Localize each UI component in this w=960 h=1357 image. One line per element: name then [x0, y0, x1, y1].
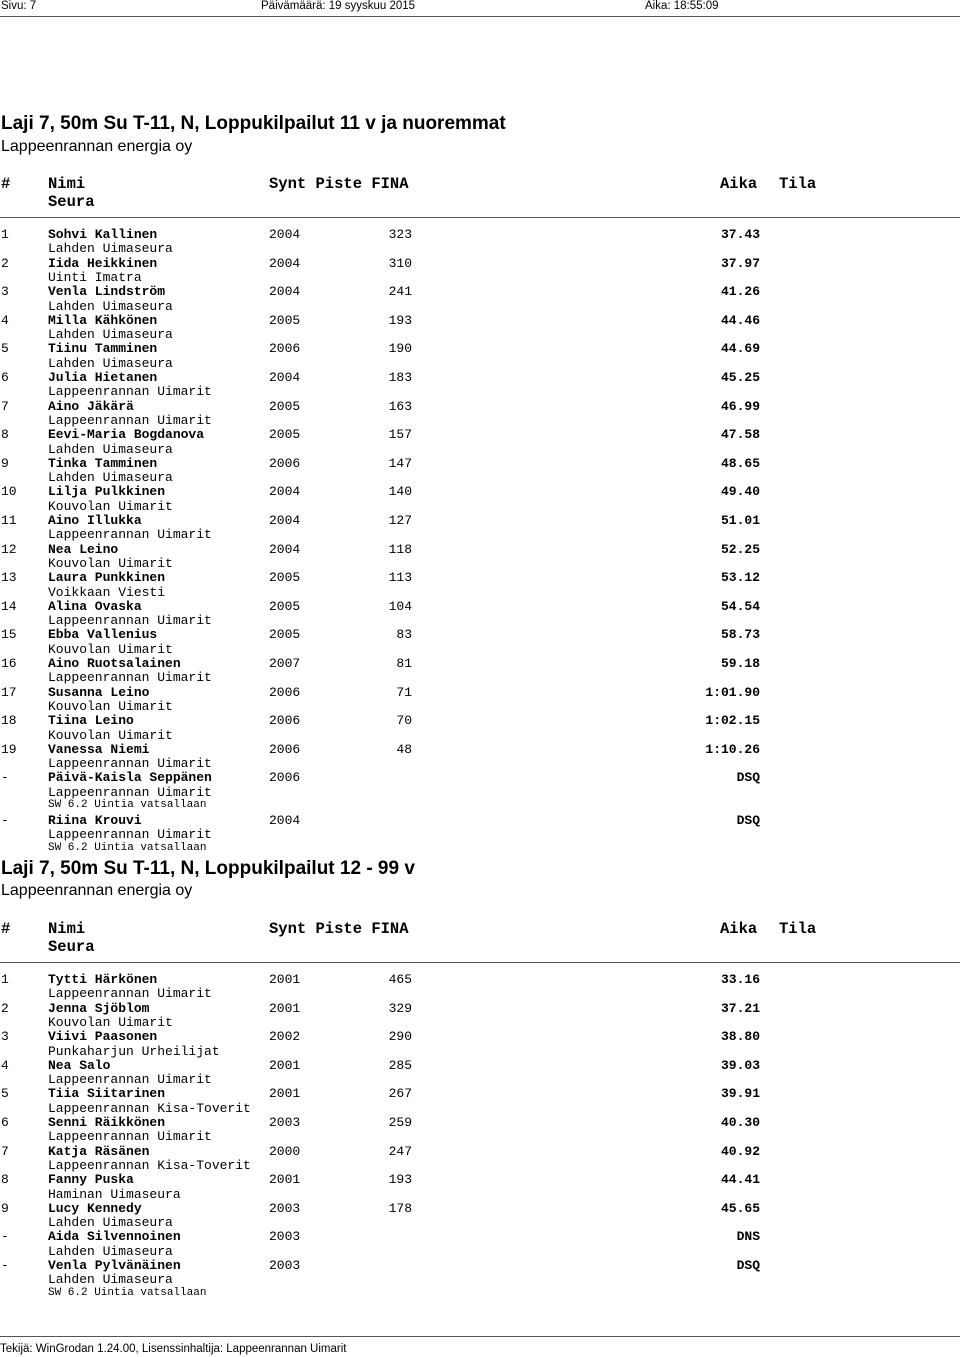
- result-birth-year: 2006: [269, 341, 301, 357]
- result-club: Lappeenrannan Uimarit: [48, 784, 212, 800]
- result-time: 45.25: [720, 370, 760, 385]
- result-name: Susanna Leino: [48, 684, 150, 700]
- result-rank: 4: [1, 1057, 9, 1073]
- result-points: 183: [388, 370, 412, 385]
- footer-text: Tekijä: WinGrodan 1.24.00, Lisenssinhaltija: Lappeenrannan Uimarit: [0, 1343, 347, 1355]
- result-rank: 16: [1, 656, 17, 671]
- result-points: 193: [388, 312, 412, 328]
- result-time: 33.16: [720, 972, 760, 987]
- result-birth-year: 2000: [269, 1143, 301, 1159]
- result-birth-year: 2006: [269, 455, 301, 471]
- result-time: 44.41: [720, 1172, 760, 1188]
- result-club: Lappeenrannan Uimarit: [48, 384, 212, 400]
- result-birth-year: 2005: [269, 627, 301, 643]
- result-name: Iida Heikkinen: [48, 255, 158, 271]
- col-club-header: Seura: [48, 193, 95, 211]
- result-rank: 19: [1, 741, 17, 757]
- result-club: Lappeenrannan Kisa-Toverit: [48, 1157, 251, 1173]
- result-rank: 9: [1, 1200, 9, 1216]
- result-rank: 14: [1, 598, 17, 614]
- result-points: 178: [388, 1200, 412, 1216]
- result-birth-year: 2005: [269, 312, 301, 328]
- result-rank: 7: [1, 1143, 9, 1159]
- result-time: 49.40: [720, 484, 760, 500]
- result-time: 37.21: [720, 1000, 760, 1016]
- event-title: Laji 7, 50m Su T-11, N, Loppukilpailut 11 v ja nuoremmat: [1, 113, 506, 134]
- result-birth-year: 2003: [269, 1115, 301, 1130]
- result-rank: 10: [1, 484, 17, 500]
- result-birth-year: 2002: [269, 1029, 301, 1045]
- result-name: Riina Krouvi: [48, 813, 142, 828]
- result-time: 37.43: [720, 227, 760, 242]
- result-rank: 2: [1, 1000, 9, 1016]
- result-time: 1:10.26: [705, 741, 760, 757]
- result-birth-year: 2003: [269, 1258, 301, 1273]
- result-time: 44.46: [720, 312, 760, 328]
- result-time: DSQ: [736, 770, 760, 786]
- result-points: 157: [388, 427, 412, 443]
- result-rank: 15: [1, 627, 17, 643]
- result-birth-year: 2001: [269, 1086, 301, 1102]
- result-time: 41.26: [720, 284, 760, 300]
- result-points: 241: [388, 284, 412, 300]
- result-time: 48.65: [720, 455, 760, 471]
- result-points: 70: [396, 713, 412, 729]
- result-club: Haminan Uimaseura: [48, 1186, 181, 1202]
- result-note: SW 6.2 Uintia vatsallaan: [48, 842, 207, 854]
- result-time: 52.25: [720, 541, 760, 557]
- result-time: 53.12: [720, 570, 760, 586]
- result-rank: 1: [1, 972, 9, 987]
- result-name: Tinka Tamminen: [48, 455, 158, 471]
- col-rank-header: #: [1, 175, 11, 193]
- result-name: Nea Leino: [48, 541, 119, 557]
- result-time: DSQ: [736, 813, 760, 828]
- col-rank-header: #: [1, 920, 11, 938]
- page-header: [0, 0, 960, 14]
- result-rank: 6: [1, 1115, 9, 1130]
- result-rank: 11: [1, 513, 17, 528]
- result-club: Lappeenrannan Uimarit: [48, 756, 212, 772]
- result-name: Päivä-Kaisla Seppänen: [48, 770, 212, 786]
- result-points: 193: [388, 1172, 412, 1188]
- result-rank: 6: [1, 370, 9, 385]
- table-header-divider: [0, 962, 960, 963]
- result-rank: -: [1, 770, 9, 786]
- result-name: Fanny Puska: [48, 1172, 134, 1188]
- result-note: SW 6.2 Uintia vatsallaan: [48, 1287, 207, 1299]
- result-rank: 5: [1, 341, 9, 357]
- result-points: 81: [396, 656, 412, 671]
- col-name-header: Nimi: [48, 920, 86, 938]
- result-time: 37.97: [720, 255, 760, 271]
- result-rank: 17: [1, 684, 17, 700]
- col-stats-header: Synt Piste FINA: [269, 920, 409, 938]
- result-time: 51.01: [720, 513, 760, 528]
- result-name: Laura Punkkinen: [48, 570, 166, 586]
- result-time: DNS: [736, 1229, 760, 1245]
- result-points: 247: [388, 1143, 412, 1159]
- result-rank: 13: [1, 570, 17, 586]
- result-club: Lahden Uimaseura: [48, 327, 173, 343]
- result-birth-year: 2004: [269, 513, 301, 528]
- result-birth-year: 2007: [269, 656, 301, 671]
- result-name: Ebba Vallenius: [48, 627, 158, 643]
- result-time: 40.30: [720, 1115, 760, 1130]
- result-rank: 9: [1, 455, 9, 471]
- result-club: Lahden Uimaseura: [48, 470, 173, 486]
- result-club: Kouvolan Uimarit: [48, 727, 173, 743]
- result-points: 290: [388, 1029, 412, 1045]
- col-time-header: Aika: [720, 920, 758, 938]
- result-rank: -: [1, 813, 9, 828]
- result-club: Lappeenrannan Uimarit: [48, 827, 212, 843]
- result-points: 48: [396, 741, 412, 757]
- result-name: Lucy Kennedy: [48, 1200, 142, 1216]
- event-title: Laji 7, 50m Su T-11, N, Loppukilpailut 12 - 99 v: [1, 858, 415, 879]
- result-name: Aino Ruotsalainen: [48, 656, 181, 671]
- result-time: 1:02.15: [705, 713, 760, 729]
- result-points: 285: [388, 1057, 412, 1073]
- result-club: Lappeenrannan Uimarit: [48, 986, 212, 1002]
- table-header-divider: [0, 217, 960, 218]
- result-rank: 3: [1, 1029, 9, 1045]
- result-birth-year: 2001: [269, 972, 301, 987]
- result-name: Tiina Leino: [48, 713, 134, 729]
- result-points: 147: [388, 455, 412, 471]
- report-time: Aika: 18:55:09: [645, 0, 719, 12]
- result-time: 45.65: [720, 1200, 760, 1216]
- result-time: DSQ: [736, 1258, 760, 1273]
- result-points: 310: [388, 255, 412, 271]
- result-club: Kouvolan Uimarit: [48, 698, 173, 714]
- result-rank: -: [1, 1229, 9, 1245]
- result-time: 1:01.90: [705, 684, 760, 700]
- result-name: Jenna Sjöblom: [48, 1000, 150, 1016]
- result-birth-year: 2004: [269, 255, 301, 271]
- result-time: 46.99: [720, 398, 760, 414]
- result-name: Viivi Paasonen: [48, 1029, 158, 1045]
- col-club-header: Seura: [48, 938, 95, 956]
- result-points: 465: [388, 972, 412, 987]
- result-birth-year: 2005: [269, 398, 301, 414]
- result-points: 323: [388, 227, 412, 242]
- result-points: 259: [388, 1115, 412, 1130]
- result-rank: -: [1, 1258, 9, 1273]
- result-club: Kouvolan Uimarit: [48, 1014, 173, 1030]
- result-points: 267: [388, 1086, 412, 1102]
- result-time: 40.92: [720, 1143, 760, 1159]
- result-birth-year: 2004: [269, 284, 301, 300]
- result-rank: 5: [1, 1086, 9, 1102]
- col-status-header: Tila: [779, 920, 817, 938]
- result-club: Kouvolan Uimarit: [48, 498, 173, 514]
- result-name: Julia Hietanen: [48, 370, 158, 385]
- result-name: Eevi-Maria Bogdanova: [48, 427, 205, 443]
- col-name-header: Nimi: [48, 175, 86, 193]
- result-points: 71: [396, 684, 412, 700]
- result-name: Katja Räsänen: [48, 1143, 150, 1159]
- result-birth-year: 2001: [269, 1057, 301, 1073]
- col-time-header: Aika: [720, 175, 758, 193]
- result-time: 38.80: [720, 1029, 760, 1045]
- result-name: Aida Silvennoinen: [48, 1229, 181, 1245]
- result-club: Kouvolan Uimarit: [48, 641, 173, 657]
- result-rank: 7: [1, 398, 9, 414]
- result-club: Lappeenrannan Uimarit: [48, 1072, 212, 1088]
- result-name: Aino Jäkärä: [48, 398, 134, 414]
- result-time: 59.18: [720, 656, 760, 671]
- result-rank: 12: [1, 541, 17, 557]
- result-note: SW 6.2 Uintia vatsallaan: [48, 799, 207, 812]
- result-time: 58.73: [720, 627, 760, 643]
- result-points: 163: [388, 398, 412, 414]
- result-club: Punkaharjun Urheilijat: [48, 1043, 220, 1059]
- result-name: Nea Salo: [48, 1057, 111, 1073]
- result-name: Sohvi Kallinen: [48, 227, 158, 242]
- result-club: Uinti Imatra: [48, 269, 142, 285]
- result-name: Aino Illukka: [48, 513, 142, 528]
- result-time: 47.58: [720, 427, 760, 443]
- result-name: Alina Ovaska: [48, 598, 142, 614]
- result-rank: 18: [1, 713, 17, 729]
- result-rank: 2: [1, 255, 9, 271]
- result-club: Lahden Uimaseura: [48, 441, 173, 457]
- result-birth-year: 2001: [269, 1172, 301, 1188]
- result-club: Lahden Uimaseura: [48, 355, 173, 371]
- result-birth-year: 2004: [269, 541, 301, 557]
- result-points: 190: [388, 341, 412, 357]
- result-birth-year: 2005: [269, 598, 301, 614]
- result-club: Lappeenrannan Uimarit: [48, 1129, 212, 1145]
- result-birth-year: 2004: [269, 813, 301, 828]
- result-time: 44.69: [720, 341, 760, 357]
- result-points: 329: [388, 1000, 412, 1016]
- result-birth-year: 2003: [269, 1229, 301, 1245]
- result-club: Lahden Uimaseura: [48, 1272, 173, 1288]
- result-rank: 4: [1, 312, 9, 328]
- result-birth-year: 2006: [269, 684, 301, 700]
- result-club: Lahden Uimaseura: [48, 298, 173, 314]
- result-rank: 8: [1, 427, 9, 443]
- result-club: Voikkaan Viesti: [48, 584, 166, 600]
- result-name: Milla Kähkönen: [48, 312, 158, 328]
- result-points: 83: [396, 627, 412, 643]
- result-points: 127: [388, 513, 412, 528]
- result-name: Venla Lindström: [48, 284, 166, 300]
- header-divider: [0, 16, 960, 17]
- result-name: Vanessa Niemi: [48, 741, 150, 757]
- result-birth-year: 2003: [269, 1200, 301, 1216]
- result-birth-year: 2004: [269, 484, 301, 500]
- result-points: 113: [388, 570, 412, 586]
- result-name: Senni Räikkönen: [48, 1115, 166, 1130]
- footer-divider: [0, 1336, 960, 1337]
- result-time: 39.91: [720, 1086, 760, 1102]
- event-sponsor: Lappeenrannan energia oy: [1, 138, 193, 155]
- result-rank: 1: [1, 227, 9, 242]
- result-club: Lappeenrannan Uimarit: [48, 527, 212, 543]
- result-birth-year: 2006: [269, 770, 301, 786]
- event-sponsor: Lappeenrannan energia oy: [1, 882, 193, 899]
- result-name: Tiia Siitarinen: [48, 1086, 166, 1102]
- report-date: Päivämäärä: 19 syyskuu 2015: [261, 0, 416, 12]
- result-club: Lappeenrannan Uimarit: [48, 613, 212, 629]
- result-rank: 3: [1, 284, 9, 300]
- result-club: Lappeenrannan Kisa-Toverit: [48, 1100, 251, 1116]
- result-name: Lilja Pulkkinen: [48, 484, 166, 500]
- col-status-header: Tila: [779, 175, 817, 193]
- result-birth-year: 2001: [269, 1000, 301, 1016]
- result-points: 118: [388, 541, 412, 557]
- result-club: Lappeenrannan Uimarit: [48, 670, 212, 686]
- result-club: Lappeenrannan Uimarit: [48, 412, 212, 428]
- result-name: Venla Pylvänäinen: [48, 1258, 181, 1273]
- result-birth-year: 2004: [269, 227, 301, 242]
- result-points: 140: [388, 484, 412, 500]
- result-time: 39.03: [720, 1057, 760, 1073]
- result-points: 104: [388, 598, 412, 614]
- result-birth-year: 2006: [269, 713, 301, 729]
- result-name: Tiinu Tamminen: [48, 341, 158, 357]
- result-name: Tytti Härkönen: [48, 972, 158, 987]
- result-birth-year: 2005: [269, 570, 301, 586]
- result-club: Kouvolan Uimarit: [48, 555, 173, 571]
- result-birth-year: 2005: [269, 427, 301, 443]
- page-number: Sivu: 7: [1, 0, 37, 12]
- result-rank: 8: [1, 1172, 9, 1188]
- result-birth-year: 2006: [269, 741, 301, 757]
- result-club: Lahden Uimaseura: [48, 1243, 173, 1259]
- result-time: 54.54: [720, 598, 760, 614]
- col-stats-header: Synt Piste FINA: [269, 175, 409, 193]
- result-birth-year: 2004: [269, 370, 301, 385]
- result-club: Lahden Uimaseura: [48, 1215, 173, 1231]
- result-club: Lahden Uimaseura: [48, 241, 173, 257]
